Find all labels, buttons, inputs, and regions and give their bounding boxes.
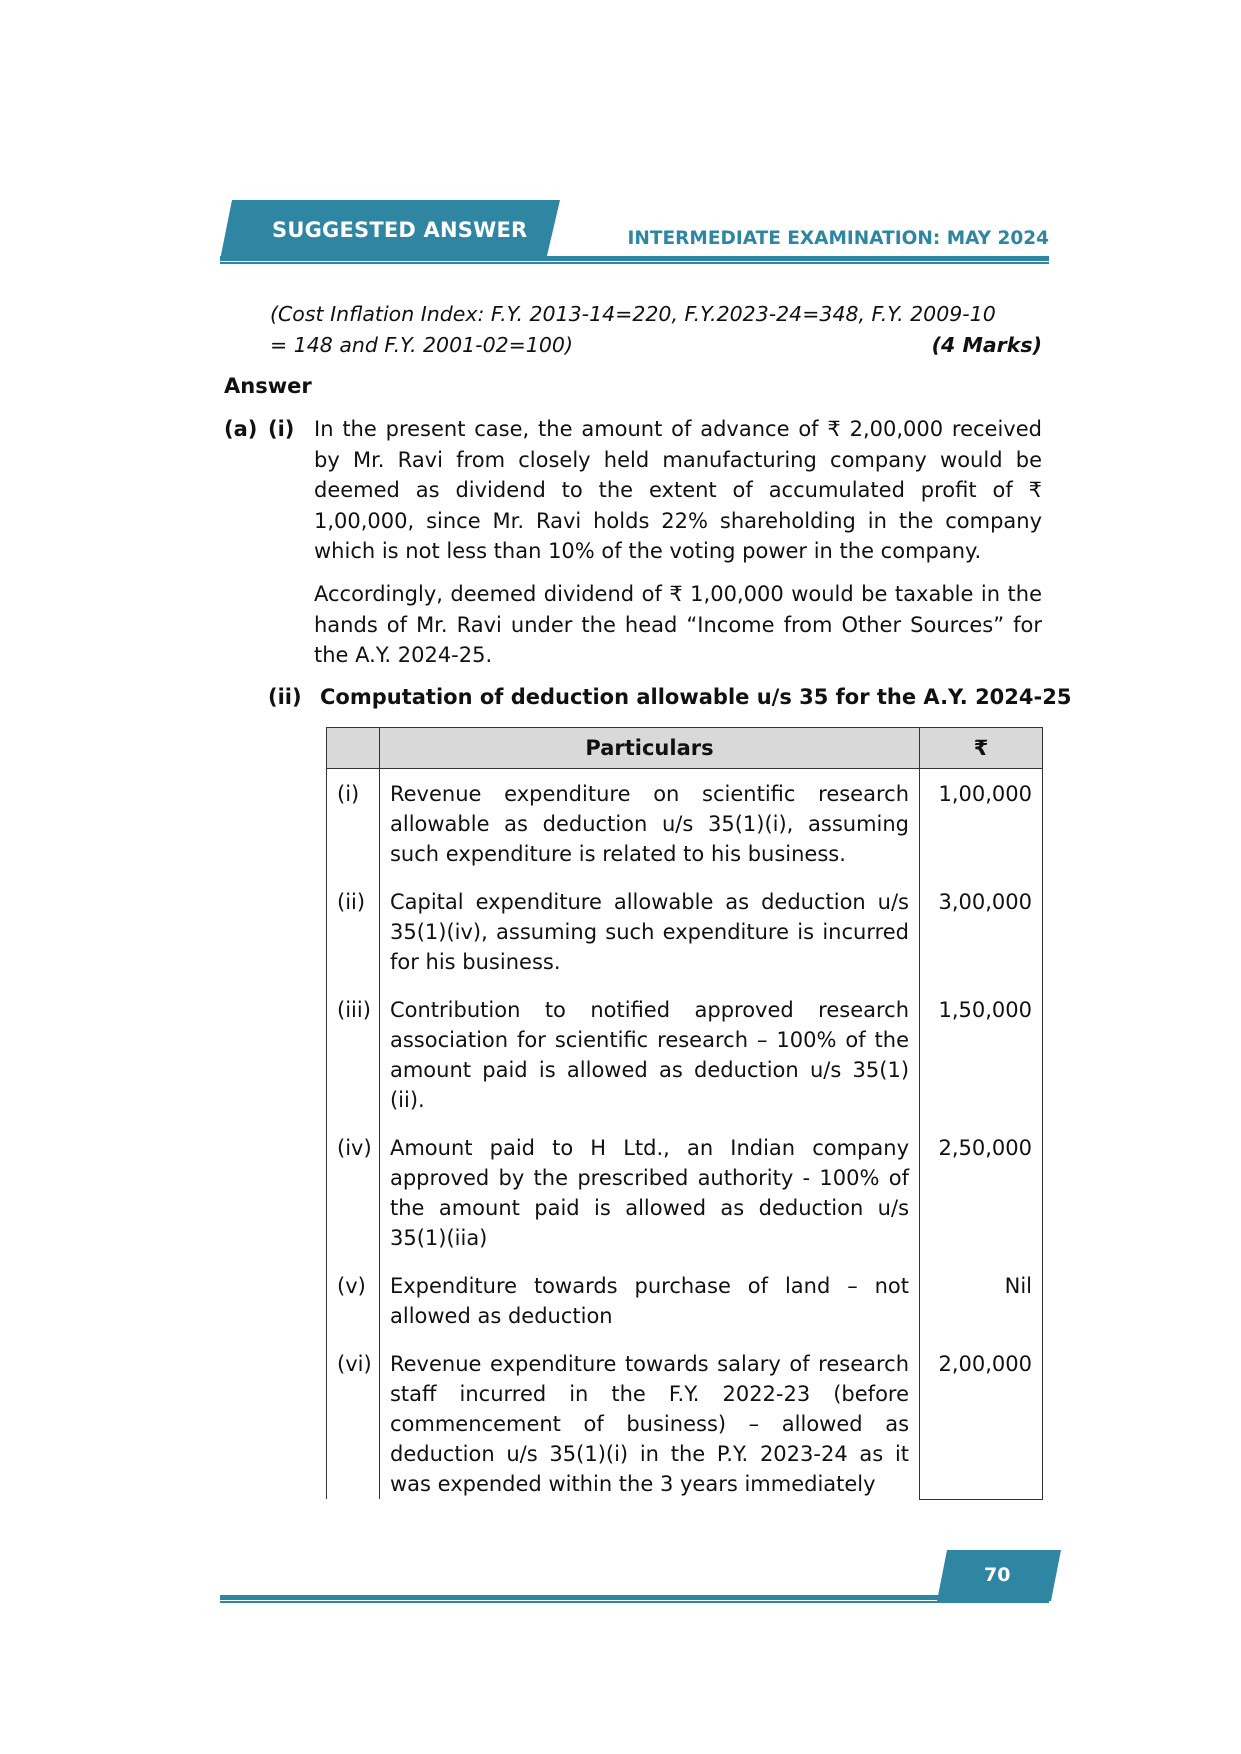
footer-divider: [220, 1595, 1049, 1600]
deduction-table: [326, 727, 1043, 1500]
question-note-line2: [270, 330, 1042, 361]
row-particulars: Capital expenditure allowable as deduction u/s 35(1)(iv), assuming such expenditure is incurred for his business.: [379, 877, 919, 985]
page-number: 70: [984, 1564, 1011, 1586]
header-divider: [220, 256, 1049, 261]
answer-heading: Answer: [224, 374, 312, 398]
exam-title: INTERMEDIATE EXAMINATION: MAY 2024: [627, 228, 1049, 249]
table-header-particulars: Particulars: [379, 728, 919, 769]
computation-heading: Computation of deduction allowable u/s 35 for the A.Y. 2024-25: [320, 685, 1072, 709]
table-row: [327, 769, 1043, 878]
row-particulars: Amount paid to H Ltd., an Indian company approved by the prescribed authority - 100% of the amount paid is allowed as deduction u/s 35(1)(iia): [379, 1123, 919, 1261]
table-header-amount: ₹: [920, 728, 1043, 769]
row-amount: 1,00,000: [920, 769, 1043, 878]
answer-paragraph-1: In the present case, the amount of advance of ₹ 2,00,000 received by Mr. Ravi from closely held manufacturing company would be deemed as dividend to the extent of accumulated profit of ₹ 1,00,000, since Mr. Ravi holds 22% shareholding in the company which is not less than 10% of the voting power in the company.: [314, 417, 1042, 563]
answer-paragraph-2: Accordingly, deemed dividend of ₹ 1,00,000 would be taxable in the hands of Mr. Ravi under the head “Income from Other Sources” for the A.Y. 2024-25.: [314, 582, 1042, 667]
table-row: [327, 985, 1043, 1123]
header-tab-label: SUGGESTED ANSWER: [272, 218, 528, 242]
part-i-label: (i): [268, 417, 295, 441]
row-amount: 2,00,000: [920, 1339, 1043, 1499]
table-header-row: [327, 728, 1043, 769]
row-number: (ii): [327, 877, 380, 985]
table-header-no: [327, 728, 380, 769]
row-amount: 1,50,000: [920, 985, 1043, 1123]
row-particulars: Expenditure towards purchase of land – not allowed as deduction: [379, 1261, 919, 1339]
marks-label: (4 Marks): [931, 333, 1042, 357]
row-number: (vi): [327, 1339, 380, 1499]
question-note-line1: [270, 299, 1042, 330]
row-number: (iv): [327, 1123, 380, 1261]
footer-divider-thin: [220, 1601, 1049, 1603]
row-particulars: Revenue expenditure towards salary of research staff incurred in the F.Y. 2022-23 (before commencement of business) – allowed as deduction u/s 35(1)(i) in the P.Y. 2023-24 as it was expended within the 3 years immediately: [379, 1339, 919, 1499]
row-particulars: Revenue expenditure on scientific research allowable as deduction u/s 35(1)(i), assuming such expenditure is related to his business.: [379, 769, 919, 878]
table-row: [327, 877, 1043, 985]
row-amount: 2,50,000: [920, 1123, 1043, 1261]
row-particulars: Contribution to notified approved research association for scientific research – 100% of the amount paid is allowed as deduction u/s 35(1)(ii).: [379, 985, 919, 1123]
question-note-line2-text: = 148 and F.Y. 2001-02=100): [270, 333, 573, 357]
row-amount: Nil: [920, 1261, 1043, 1339]
row-amount: 3,00,000: [920, 877, 1043, 985]
row-number: (iii): [327, 985, 380, 1123]
part-a-label: (a): [224, 417, 258, 441]
row-number: (i): [327, 769, 380, 878]
row-number: (v): [327, 1261, 380, 1339]
question-note: [270, 299, 1042, 361]
table-row: [327, 1261, 1043, 1339]
part-ii-label: (ii): [268, 685, 302, 709]
header-divider-thin: [220, 262, 1049, 264]
table-row: [327, 1123, 1043, 1261]
table-row: [327, 1339, 1043, 1499]
question-note-line1-text: (Cost Inflation Index: F.Y. 2013-14=220, F.Y.2023-24=348, F.Y. 2009-10: [270, 302, 996, 326]
